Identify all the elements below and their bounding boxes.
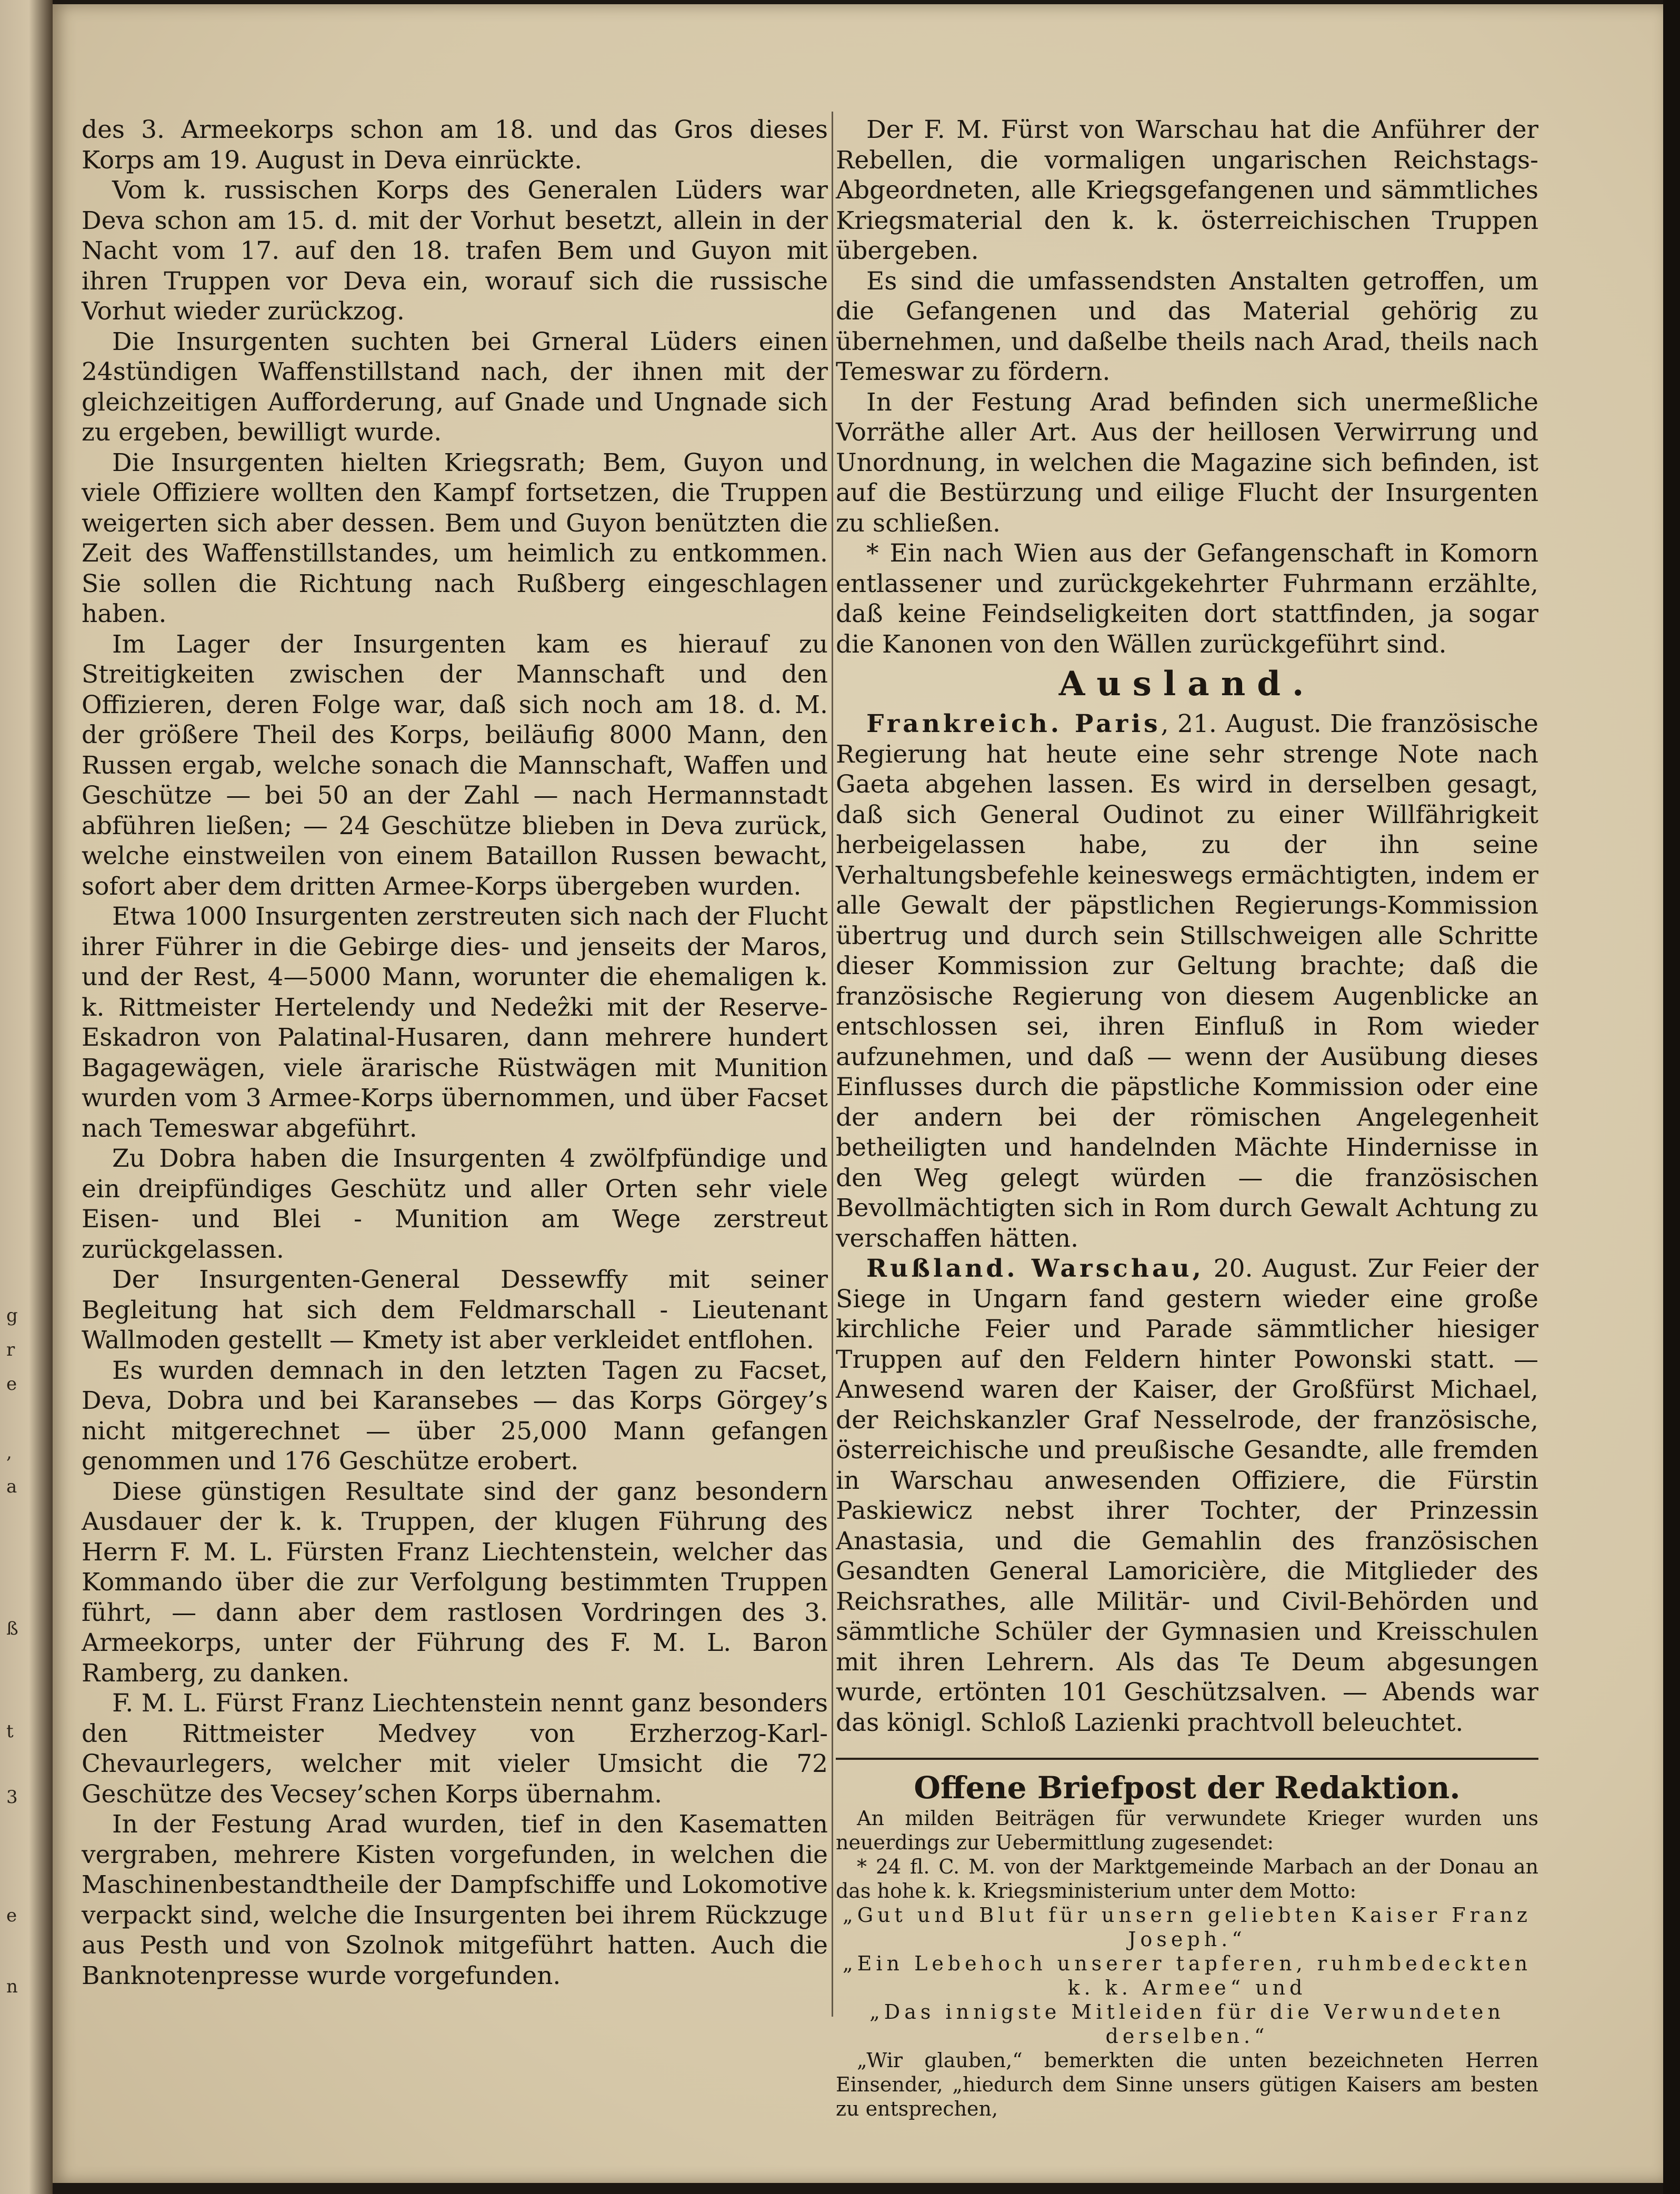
article-paragraph: Der Insurgenten-General Dessewffy mit seiner Begleitung hat sich dem Feldmarschall - Lieutenant Wallmoden gestellt — Kmety ist aber verkleidet entflohen. — [82, 1265, 828, 1355]
section-heading: Ausland. — [1058, 664, 1316, 704]
article-paragraph: Etwa 1000 Insurgenten zerstreuten sich nach der Flucht ihrer Führer in die Gebirge dies- und jenseits der Maros, und der Rest, 4—5000 Mann, worunter die ehemaligen k. k. Rittmeister Hertelendy und Nedeẑki mit der Reserve-Eskadron von Palatinal-Husaren, dann mehrere hundert Bagagewägen, viele ärarische Rüstwägen mit Munition wurden vom 3 Armee-Korps übernommen, und über Facset nach Temeswar abgeführt. — [82, 902, 828, 1143]
spine-mark: 3 — [6, 1787, 18, 1808]
spine-mark: e — [6, 1905, 17, 1926]
article-paragraph: Zu Dobra haben die Insurgenten 4 zwölfpfündige und ein dreipfündiges Geschütz und aller Orten sehr viele Eisen- und Blei - Munition am Wege zerstreut zurückgelassen. — [82, 1144, 828, 1264]
letters-closing: „Wir glauben,“ bemerkten die unten bezeichneten Herren Einsender, „hiedurch dem Sinne unsers gütigen Kaisers am besten zu entsprechen, — [836, 2049, 1538, 2120]
article-paragraph: In der Festung Arad wurden, tief in den Kasematten vergraben, mehrere Kisten vorgefunden, in welchen die Maschinenbestandtheile der Dampfschiffe und Lokomotive verpackt sind, welche die Insurgenten bei ihrem Rückzuge aus Pesth und von Szolnok mitgeführt hatten. Auch die Banknotenpresse wurde vorgefunden. — [82, 1810, 828, 1990]
section-rule — [836, 1758, 1538, 1760]
spine-mark: , — [6, 1442, 12, 1463]
article-paragraph: Es sind die umfassendsten Anstalten getroffen, um die Gefangenen und das Material gehörig zu übernehmen, und daßelbe theils nach Arad, theils nach Temeswar zu fördern. — [836, 266, 1538, 386]
letters-section — [836, 1806, 1538, 2121]
article-paragraph: F. M. L. Fürst Franz Liechtenstein nennt ganz besonders den Rittmeister Medvey von Erzherzog-Karl-Chevaurlegers, welcher mit vieler Umsicht die 72 Geschütze des Vecsey’schen Korps übernahm. — [82, 1689, 828, 1809]
book-spine — [0, 0, 53, 2194]
article-paragraph: * Ein nach Wien aus der Gefangenschaft in Komorn entlassener und zurückgekehrter Fuhrmann erzählte, daß keine Feindseligkeiten dort stattfinden, ja sogar die Kanonen von den Wällen zurückgeführt sind. — [836, 539, 1538, 659]
motto-line: „Ein Lebehoch unserer tapferen, ruhmbedeckten k. k. Armee“ und — [842, 1952, 1532, 1999]
article-paragraph: des 3. Armeekorps schon am 18. und das Gros dieses Korps am 19. August in Deva einrückte. — [82, 115, 828, 175]
france-report — [836, 709, 1538, 1254]
spine-mark: t — [6, 1721, 14, 1742]
article-paragraph: Im Lager der Insurgenten kam es hierauf zu Streitigkeiten zwischen der Mannschaft und den Offizieren, deren Folge war, daß sich noch am 18. d. M. der größere Theil des Korps, beiläufig 8000 Mann, den Russen ergab, welche sonach die Mannschaft, Waffen und Geschütze — bei 50 an der Zahl — nach Hermannstadt abführen ließen; — 24 Geschütze blieben in Deva zurück, welche einstweilen von einem Bataillon Russen bewacht, sofort aber dem dritten Armee-Korps übergeben wurden. — [82, 629, 828, 901]
spine-mark: a — [6, 1476, 17, 1497]
article-paragraph: Diese günstigen Resultate sind der ganz besondern Ausdauer der k. k. Truppen, der klugen Führung des Herrn F. M. L. Fürsten Franz Liechtenstein, welcher das Kommando über die zur Verfolgung bestimmten Truppen führt, — dann aber dem rastlosen Vordringen des 3. Armeekorps, unter der Führung des F. M. L. Baron Ramberg, zu danken. — [82, 1477, 828, 1688]
letters-intro: An milden Beiträgen für verwundete Krieger wurden uns neuerdings zur Uebermittlung zugesendet: — [836, 1807, 1538, 1854]
france-dateline: Frankreich. Paris — [866, 709, 1161, 738]
left-column — [82, 115, 828, 1991]
russia-text: 20. August. Zur Feier der Siege in Ungarn fand gestern wieder eine große kirchliche Feier und Parade sämmtlicher hiesiger Truppen auf den Feldern hinter Powonski statt. — Anwesend waren der Kaiser, der Großfürst Michael, der Reichskanzler Graf Nesselrode, der französische, österreichische und preußische Gesandte, alle fremden in Warschau anwesenden Offiziere, die Fürstin Paskiewicz nebst ihrer Tochter, der Prinzessin Anastasia, und die Gemahlin des französischen Gesandten General Lamoricière, die Mitglieder des Reichsrathes, alle Militär- und Civil-Behörden und sämmtliche Schüler der Gymnasien und Kreisschulen mit ihren Lehrern. Als das Te Deum abgesungen wurde, ertönten 101 Geschützsalven. — Abends war das königl. Schloß Lazienki prachtvoll beleuchtet. — [836, 1254, 1538, 1737]
article-paragraph: Es wurden demnach in den letzten Tagen zu Facset, Deva, Dobra und bei Karansebes — das Korps Görgey’s nicht mitgerechnet — über 25,000 Mann gefangen genommen und 176 Geschütze erobert. — [82, 1356, 828, 1476]
motto-line: „Das innigste Mitleiden für die Verwundeten derselben.“ — [869, 2000, 1505, 2048]
page-edge-shadow — [1663, 0, 1680, 2194]
russia-report — [836, 1254, 1538, 1738]
article-paragraph: Die Insurgenten hielten Kriegsrath; Bem, Guyon und viele Offiziere wollten den Kampf fortsetzen, die Truppen weigerten sich aber dessen. Bem und Guyon benützten die Zeit des Waffenstillstandes, um heimlich zu entkommen. Sie sollen die Richtung nach Rußberg eingeschlagen haben. — [82, 448, 828, 628]
article-paragraph: Die Insurgenten suchten bei Grneral Lüders einen 24stündigen Waffenstillstand nach, der ihnen mit der gleichzeitigen Aufforderung, auf Gnade und Ungnade sich zu ergeben, bewilligt wurde. — [82, 327, 828, 447]
spine-mark: n — [6, 1976, 18, 1997]
right-column — [836, 115, 1538, 2121]
letters-item: * 24 fl. C. M. von der Marktgemeinde Marbach an der Donau an das hohe k. k. Kriegsministerium unter dem Motto: — [836, 1855, 1538, 1902]
spine-mark: r — [6, 1339, 15, 1360]
column-divider — [832, 112, 833, 2017]
russia-dateline: Rußland. Warschau, — [866, 1254, 1204, 1283]
france-text: , 21. August. Die französische Regierung hat heute eine sehr strenge Note nach Gaeta abgehen lassen. Es wird in derselben gesagt, daß sich General Oudinot zu einer Willfährigkeit herbeigelassen habe, zu der ihn seine Verhaltungsbefehle keineswegs ermächtigten, indem er alle Gewalt der päpstlichen Regierungs-Kommission übertrug und durch sein Stillschweigen alle Schritte dieser Kommission zur Geltung brachte; daß die französische Regierung von diesem Augenblicke an entschlossen sei, ihren Einfluß in Rom wieder aufzunehmen, und daß — wenn der Ausübung dieses Einflusses durch die päpstliche Kommission oder eine der andern bei der römischen Angelegenheit betheiligten und handelnden Mächte Hindernisse in den Weg gelegt würden — die französischen Bevollmächtigten sich in Rom durch Gewalt Achtung zu verschaffen hätten. — [836, 709, 1538, 1253]
motto-line: „Gut und Blut für unsern geliebten Kaiser Franz Joseph.“ — [843, 1904, 1532, 1951]
article-paragraph: In der Festung Arad befinden sich unermeßliche Vorräthe aller Art. Aus der heillosen Verwirrung und Unordnung, in welchen die Magazine sich befinden, ist auf die Bestürzung und eilige Flucht der Insurgenten zu schließen. — [836, 387, 1538, 538]
spine-mark: ß — [6, 1618, 18, 1639]
article-paragraph: Vom k. russischen Korps des Generalen Lüders war Deva schon am 15. d. mit der Vorhut besetzt, allein in der Nacht vom 17. auf den 18. trafen Bem und Guyon mit ihren Truppen vor Deva ein, worauf sich die russische Vorhut wieder zurückzog. — [82, 176, 828, 326]
letters-title: Offene Briefpost der Redaktion. — [914, 1770, 1461, 1806]
spine-mark: g — [6, 1305, 18, 1326]
article-paragraph: Der F. M. Fürst von Warschau hat die Anführer der Rebellen, die vormaligen ungarischen Reichstags-Abgeordneten, alle Kriegsgefangenen und sämmtliches Kriegsmaterial den k. k. österreichischen Truppen übergeben. — [836, 115, 1538, 265]
spine-mark: e — [6, 1374, 17, 1395]
